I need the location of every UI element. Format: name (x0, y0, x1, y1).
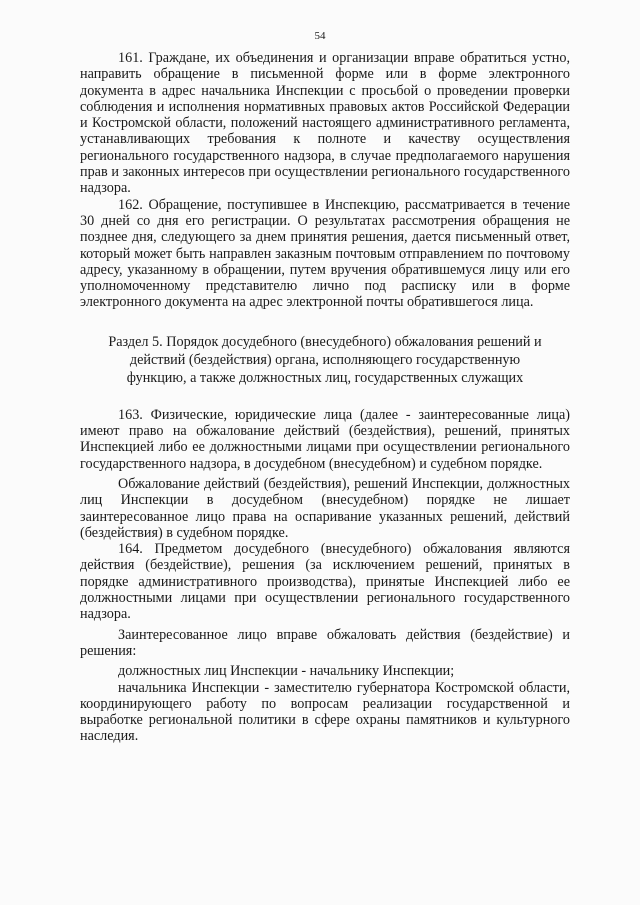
list-item-officials: должностных лиц Инспекции - начальнику Инспекции; (118, 663, 455, 680)
paragraph-appeal-note: Обжалование действий (бездействия), решений Инспекции, должностных лиц Инспекции в досудебном (внесудебном) порядке не лишает заинтересованное лицо права на оспаривание указанных решений, действий (бездействия) в судебном порядке. (80, 475, 570, 541)
paragraph-appeal-rights: Заинтересованное лицо вправе обжаловать действия (бездействие) и решения: (80, 626, 570, 659)
paragraph-164: 164. Предметом досудебного (внесудебного) обжалования являются действия (бездействие), решения (за исключением решений, принятых в порядке административного производства), принятые Инспекцией либо ее должностными лицами при осуществлении регионального государственного надзора. (80, 541, 570, 623)
paragraph-162: 162. Обращение, поступившее в Инспекцию, рассматривается в течение 30 дней со дня его регистрации. О результатах рассмотрения обращения не позднее дня, следующего за днем принятия решения, дается письменный ответ, который может быть направлен заказным почтовым отправлением по почтовому адресу, указанному в обращении, путем вручения обратившемуся лицу или его уполномоченному представителю лично под расписку или в форме электронного документа на адрес электронной почты обратившегося лица. (80, 196, 570, 311)
paragraph-161: 161. Граждане, их объединения и организации вправе обратиться устно, направить обращение в письменной форме или в форме электронного документа в адрес начальника Инспекции с просьбой о проведении проверки соблюдения и исполнения нормативных правовых актов Российской Федерации и Костромской области, положений настоящего административного регламента, устанавливающих требования к полноте и качеству осуществления регионального государственного надзора, в случае предполагаемого нарушения прав и законных интересов при осуществлении регионального государственного надзора. (80, 50, 570, 197)
page-number: 54 (314, 30, 326, 42)
paragraph-163: 163. Физические, юридические лица (далее - заинтересованные лица) имеют право на обжалование действий (бездействия), решений, принятых Инспекцией либо ее должностными лицами при осуществлении регионального государственного надзора, в досудебном (внесудебном) и судебном порядке. (80, 406, 570, 472)
list-item-head: начальника Инспекции - заместителю губернатора Костромской области, координирующего работу по вопросам реализации государственной и выработке региональной политики в сфере охраны памятников и культурного наследия. (80, 679, 570, 745)
document-body (80, 50, 570, 745)
section-5-heading: Раздел 5. Порядок досудебного (внесудебного) обжалования решений и действий (бездействия) органа, исполняющего государственную функцию, а также должностных лиц, государственных служащих (108, 333, 542, 386)
